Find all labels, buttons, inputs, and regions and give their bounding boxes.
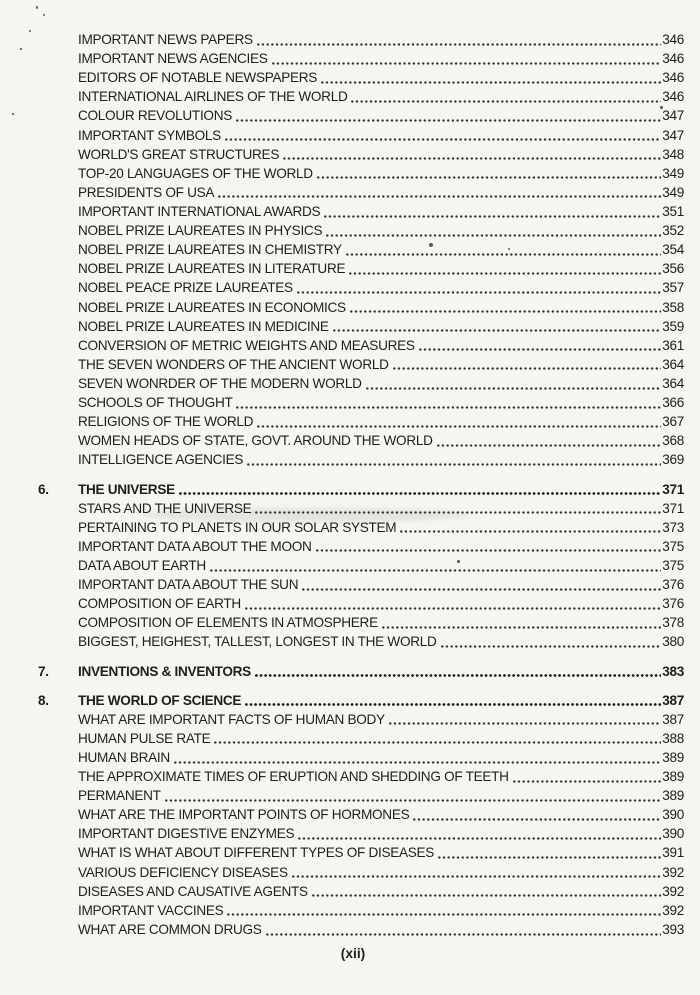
entry-title: THE SEVEN WONDERS OF THE ANCIENT WORLD xyxy=(78,356,389,372)
entry-page-number: 371 xyxy=(662,481,684,497)
entry-title: INTELLIGENCE AGENCIES xyxy=(78,452,244,468)
dot-leader xyxy=(297,291,661,294)
toc-entry xyxy=(38,556,684,575)
entry-page-number: 373 xyxy=(662,519,684,535)
entry-page-number: 349 xyxy=(662,184,684,200)
entry-title: PRESIDENTS OF USA xyxy=(78,184,215,200)
toc-entry xyxy=(38,30,684,49)
entry-title: COMPOSITION OF ELEMENTS IN ATMOSPHERE xyxy=(78,615,378,631)
toc-entry xyxy=(38,49,684,68)
entry-page-number: 349 xyxy=(662,165,684,181)
entry-page-number: 380 xyxy=(662,634,684,650)
dot-leader xyxy=(312,894,661,897)
entry-title: COLOUR REVOLUTIONS xyxy=(78,108,232,124)
entry-title: BIGGEST, HEIGHEST, TALLEST, LONGEST IN THE WORLD xyxy=(78,634,437,650)
dot-leader xyxy=(302,588,661,591)
toc-section xyxy=(38,691,684,939)
toc-entry xyxy=(38,87,684,106)
toc-entry xyxy=(38,317,684,336)
dot-leader xyxy=(174,761,661,764)
dot-leader xyxy=(317,176,661,179)
toc-entry xyxy=(38,336,684,355)
dot-leader xyxy=(165,799,662,802)
entry-title: NOBEL PRIZE LAUREATES IN MEDICINE xyxy=(78,318,329,334)
toc-entry xyxy=(38,843,684,862)
dot-leader xyxy=(257,43,661,46)
toc-entry xyxy=(38,374,684,393)
toc-entry xyxy=(38,412,684,431)
toc-entry xyxy=(38,221,684,240)
entry-page-number: 387 xyxy=(662,692,684,708)
toc-section-heading xyxy=(38,480,684,499)
entry-title: NOBEL PRIZE LAUREATES IN ECONOMICS xyxy=(78,299,346,315)
toc-entry xyxy=(38,278,684,297)
toc-section-heading xyxy=(38,691,684,710)
dot-leader xyxy=(437,444,662,447)
toc-entry xyxy=(38,259,684,278)
entry-page-number: 390 xyxy=(662,826,684,842)
toc-entry xyxy=(38,882,684,901)
dot-leader xyxy=(441,645,662,648)
dot-leader xyxy=(218,195,661,198)
entry-page-number: 390 xyxy=(662,807,684,823)
entry-title: RELIGIONS OF THE WORLD xyxy=(78,414,254,430)
dot-leader xyxy=(227,913,661,916)
entry-title: INTERNATIONAL AIRLINES OF THE WORLD xyxy=(78,89,348,105)
entry-title: HUMAN BRAIN xyxy=(78,749,170,765)
toc-entry xyxy=(38,499,684,518)
toc-entry xyxy=(38,824,684,843)
dot-leader xyxy=(266,933,662,936)
entry-page-number: 352 xyxy=(662,223,684,239)
table-of-contents xyxy=(38,30,684,939)
dot-leader xyxy=(513,780,662,783)
dot-leader xyxy=(346,253,661,256)
entry-page-number: 389 xyxy=(662,788,684,804)
entry-page-number: 364 xyxy=(662,375,684,391)
dot-leader xyxy=(247,463,661,466)
toc-entry xyxy=(38,594,684,613)
entry-page-number: 371 xyxy=(662,500,684,516)
toc-entry xyxy=(38,901,684,920)
dot-leader xyxy=(366,387,662,390)
toc-entry xyxy=(38,164,684,183)
dot-leader xyxy=(333,329,662,332)
toc-entry xyxy=(38,126,684,145)
entry-title: THE APPROXIMATE TIMES OF ERUPTION AND SHEDDING OF TEETH xyxy=(78,769,509,785)
entry-page-number: 393 xyxy=(662,921,684,937)
dot-leader xyxy=(419,348,662,351)
entry-page-number: 361 xyxy=(662,337,684,353)
entry-page-number: 392 xyxy=(662,902,684,918)
toc-entry xyxy=(38,805,684,824)
entry-page-number: 392 xyxy=(662,883,684,899)
section-number: 6. xyxy=(38,481,49,497)
entry-page-number: 354 xyxy=(662,242,684,258)
toc-entry xyxy=(38,537,684,556)
dot-leader xyxy=(255,511,661,514)
entry-page-number: 367 xyxy=(662,414,684,430)
dot-leader xyxy=(400,530,661,533)
entry-page-number: 376 xyxy=(662,596,684,612)
entry-title: EDITORS OF NOTABLE NEWSPAPERS xyxy=(78,70,318,86)
dot-leader xyxy=(351,100,661,103)
entry-title: STARS AND THE UNIVERSE xyxy=(78,500,252,516)
entry-title: SCHOOLS OF THOUGHT xyxy=(78,395,233,411)
entry-page-number: 368 xyxy=(662,433,684,449)
entry-page-number: 389 xyxy=(662,749,684,765)
toc-entry xyxy=(38,920,684,939)
dot-leader xyxy=(438,856,661,859)
entry-title: IMPORTANT INTERNATIONAL AWARDS xyxy=(78,203,321,219)
toc-entry xyxy=(38,393,684,412)
entry-page-number: 376 xyxy=(662,577,684,593)
toc-section xyxy=(38,662,684,681)
entry-title: PERMANENT xyxy=(78,788,161,804)
toc-entry xyxy=(38,145,684,164)
dot-leader xyxy=(324,215,661,218)
entry-title: DISEASES AND CAUSATIVE AGENTS xyxy=(78,883,308,899)
dot-leader xyxy=(298,837,661,840)
entry-page-number: 346 xyxy=(662,70,684,86)
entry-title: SEVEN WONRDER OF THE MODERN WORLD xyxy=(78,375,362,391)
entry-page-number: 389 xyxy=(662,769,684,785)
dot-leader xyxy=(210,569,661,572)
dot-leader xyxy=(245,703,661,706)
entry-page-number: 347 xyxy=(662,108,684,124)
dot-leader xyxy=(283,157,661,160)
page-number-footer: (xii) xyxy=(340,946,366,962)
entry-page-number: 351 xyxy=(662,203,684,219)
toc-section xyxy=(38,480,684,652)
toc-entry xyxy=(38,575,684,594)
entry-page-number: 391 xyxy=(662,845,684,861)
entry-title: NOBEL PRIZE LAUREATES IN CHEMISTRY xyxy=(78,242,342,258)
entry-page-number: 347 xyxy=(662,127,684,143)
entry-page-number: 375 xyxy=(662,538,684,554)
entry-title: WORLD'S GREAT STRUCTURES xyxy=(78,146,280,162)
dot-leader xyxy=(321,81,661,84)
entry-page-number: 375 xyxy=(662,557,684,573)
entry-page-number: 356 xyxy=(662,261,684,277)
dot-leader xyxy=(214,741,661,744)
entry-page-number: 364 xyxy=(662,356,684,372)
dot-leader xyxy=(179,492,661,495)
entry-title: VARIOUS DEFICIENCY DISEASES xyxy=(78,864,288,880)
entry-title: WOMEN HEADS OF STATE, GOVT. AROUND THE WORLD xyxy=(78,433,433,449)
entry-title: THE UNIVERSE xyxy=(78,481,175,497)
entry-page-number: 358 xyxy=(662,299,684,315)
dot-leader xyxy=(413,818,661,821)
entry-page-number: 366 xyxy=(662,395,684,411)
entry-title: IMPORTANT NEWS AGENCIES xyxy=(78,51,268,67)
entry-page-number: 387 xyxy=(662,711,684,727)
entry-page-number: 357 xyxy=(662,280,684,296)
dot-leader xyxy=(272,62,662,65)
section-number: 8. xyxy=(38,692,49,708)
entry-title: WHAT IS WHAT ABOUT DIFFERENT TYPES OF DISEASES xyxy=(78,845,435,861)
toc-entry xyxy=(38,240,684,259)
toc-entry xyxy=(38,106,684,125)
entry-title: WHAT ARE THE IMPORTANT POINTS OF HORMONES xyxy=(78,807,410,823)
toc-section-heading xyxy=(38,662,684,681)
toc-entry xyxy=(38,518,684,537)
dot-leader xyxy=(382,626,661,629)
entry-title: COMPOSITION OF EARTH xyxy=(78,596,241,612)
toc-entry xyxy=(38,183,684,202)
entry-title: WHAT ARE IMPORTANT FACTS OF HUMAN BODY xyxy=(78,711,385,727)
toc-entry xyxy=(38,748,684,767)
entry-page-number: 383 xyxy=(662,663,684,679)
dot-leader xyxy=(225,138,661,141)
toc-entry xyxy=(38,710,684,729)
entry-page-number: 359 xyxy=(662,318,684,334)
dot-leader xyxy=(349,272,661,275)
dot-leader xyxy=(316,549,662,552)
dot-leader xyxy=(236,119,661,122)
toc-entry xyxy=(38,613,684,632)
toc-entry xyxy=(38,202,684,221)
toc-entry xyxy=(38,450,684,469)
dot-leader xyxy=(389,722,661,725)
entry-title: THE WORLD OF SCIENCE xyxy=(78,692,242,708)
dot-leader xyxy=(236,406,661,409)
dot-leader xyxy=(257,425,661,428)
dot-leader xyxy=(255,674,661,677)
toc-entry xyxy=(38,431,684,450)
dot-leader xyxy=(292,875,662,878)
entry-page-number: 369 xyxy=(662,452,684,468)
entry-title: IMPORTANT DATA ABOUT THE MOON xyxy=(78,538,312,554)
entry-title: IMPORTANT DIGESTIVE ENZYMES xyxy=(78,826,295,842)
toc-entry xyxy=(38,767,684,786)
entry-title: HUMAN PULSE RATE xyxy=(78,730,211,746)
dot-leader xyxy=(393,367,662,370)
section-number: 7. xyxy=(38,663,49,679)
entry-title: IMPORTANT SYMBOLS xyxy=(78,127,221,143)
entry-title: IMPORTANT DATA ABOUT THE SUN xyxy=(78,577,299,593)
toc-entry xyxy=(38,729,684,748)
toc-entry xyxy=(38,355,684,374)
entry-page-number: 392 xyxy=(662,864,684,880)
toc-entry xyxy=(38,863,684,882)
entry-page-number: 378 xyxy=(662,615,684,631)
entry-title: INVENTIONS & INVENTORS xyxy=(78,663,251,679)
entry-title: NOBEL PRIZE LAUREATES IN PHYSICS xyxy=(78,223,323,239)
toc-entry xyxy=(38,298,684,317)
toc-entry xyxy=(38,68,684,87)
entry-title: TOP-20 LANGUAGES OF THE WORLD xyxy=(78,165,313,181)
entry-page-number: 346 xyxy=(662,89,684,105)
entry-title: IMPORTANT NEWS PAPERS xyxy=(78,32,253,47)
entry-title: DATA ABOUT EARTH xyxy=(78,557,206,573)
entry-title: CONVERSION OF METRIC WEIGHTS AND MEASURES xyxy=(78,337,415,353)
entry-page-number: 388 xyxy=(662,730,684,746)
entry-page-number: 348 xyxy=(662,146,684,162)
dot-leader xyxy=(326,234,661,237)
toc-entry xyxy=(38,786,684,805)
entry-title: NOBEL PRIZE LAUREATES IN LITERATURE xyxy=(78,261,346,277)
entry-title: NOBEL PEACE PRIZE LAUREATES xyxy=(78,280,293,296)
entry-page-number: 346 xyxy=(662,32,684,47)
entry-title: PERTAINING TO PLANETS IN OUR SOLAR SYSTEM xyxy=(78,519,397,535)
entry-title: WHAT ARE COMMON DRUGS xyxy=(78,921,262,937)
toc-section xyxy=(38,30,684,470)
dot-leader xyxy=(350,310,661,313)
entry-page-number: 346 xyxy=(662,51,684,67)
entry-title: IMPORTANT VACCINES xyxy=(78,902,224,918)
dot-leader xyxy=(245,607,661,610)
toc-entry xyxy=(38,632,684,651)
